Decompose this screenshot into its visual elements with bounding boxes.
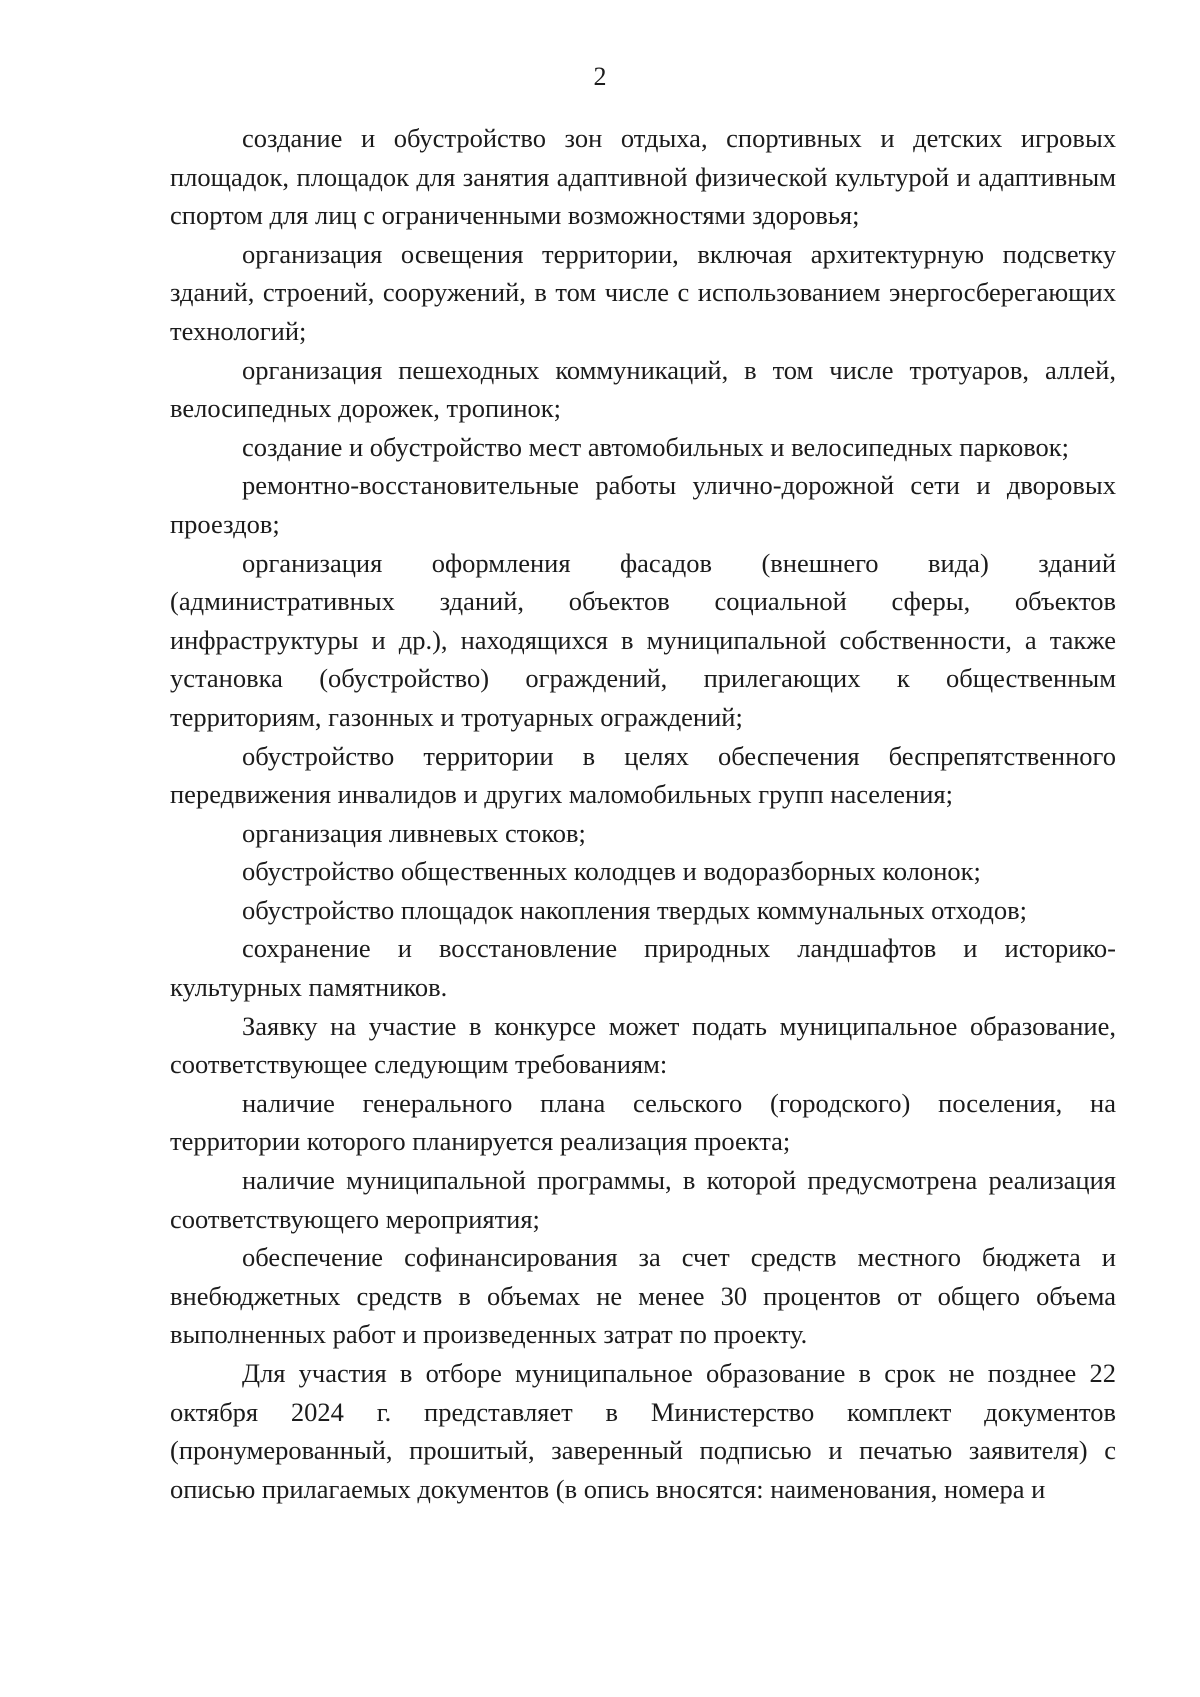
paragraph-accessibility: обустройство территории в целях обеспечения беспрепятственного передвижения инвалидов и других маломобильных групп населения; (170, 740, 1116, 810)
paragraph-landscapes: сохранение и восстановление природных ландшафтов и историко-культурных памятников. (170, 933, 1116, 1003)
paragraph-facades: организация оформления фасадов (внешнего вида) зданий (административных зданий, объектов социальной сферы, объектов инфраструктуры и др.), находящихся в муниципальной собственности, а также установка (обустройство) ограждений, прилегающих к общественным территориям, газонных и тротуарных ограждений; (170, 547, 1116, 732)
paragraph-parking: создание и обустройство мест автомобильных и велосипедных парковок; (242, 431, 1070, 462)
paragraph-road-repair: ремонтно-восстановительные работы улично-дорожной сети и дворовых проездов; (170, 470, 1116, 539)
paragraph-lighting: организация освещения территории, включая архитектурную подсветку зданий, строений, сооружений, в том числе с использованием энергосберегающих технологий; (170, 238, 1116, 346)
paragraph-wells: обустройство общественных колодцев и водоразборных колонок; (242, 856, 981, 887)
paragraph-waste-sites: обустройство площадок накопления твердых коммунальных отходов; (242, 894, 1027, 925)
paragraph-cofinancing: обеспечение софинансирования за счет средств местного бюджета и внебюджетных средств в объемах не менее 30 процентов от общего объема выполненных работ и произведенных затрат по проекту. (170, 1242, 1116, 1350)
paragraph-recreation-zones: создание и обустройство зон отдыха, спортивных и детских игровых площадок, площадок для занятия адаптивной физической культурой и адаптивным спортом для лиц с ограниченными возможностями здоровья; (170, 123, 1116, 231)
paragraph-municipal-program: наличие муниципальной программы, в которой предусмотрена реализация соответствующего мероприятия; (170, 1165, 1116, 1234)
paragraph-submission: Для участия в отборе муниципальное образование в срок не позднее 22 октября 2024 г. представляет в Министерство комплект документов (пронумерованный, прошитый, заверенный подписью и печатью заявителя) с описью прилагаемых документов (в опись вносятся: наименования, номера и (170, 1358, 1116, 1504)
paragraph-pedestrian-communications: организация пешеходных коммуникаций, в том числе тротуаров, аллей, велосипедных дорожек, тропинок; (170, 354, 1116, 424)
paragraph-application-intro: Заявку на участие в конкурсе может подать муниципальное образование, соответствующее следующим требованиям: (170, 1010, 1116, 1080)
document-body (170, 119, 1116, 1508)
page-number: 2 (593, 62, 607, 91)
paragraph-master-plan: наличие генерального плана сельского (городского) поселения, на территории которого планируется реализация проекта; (170, 1087, 1116, 1157)
paragraph-storm-drains: организация ливневых стоков; (242, 817, 586, 848)
